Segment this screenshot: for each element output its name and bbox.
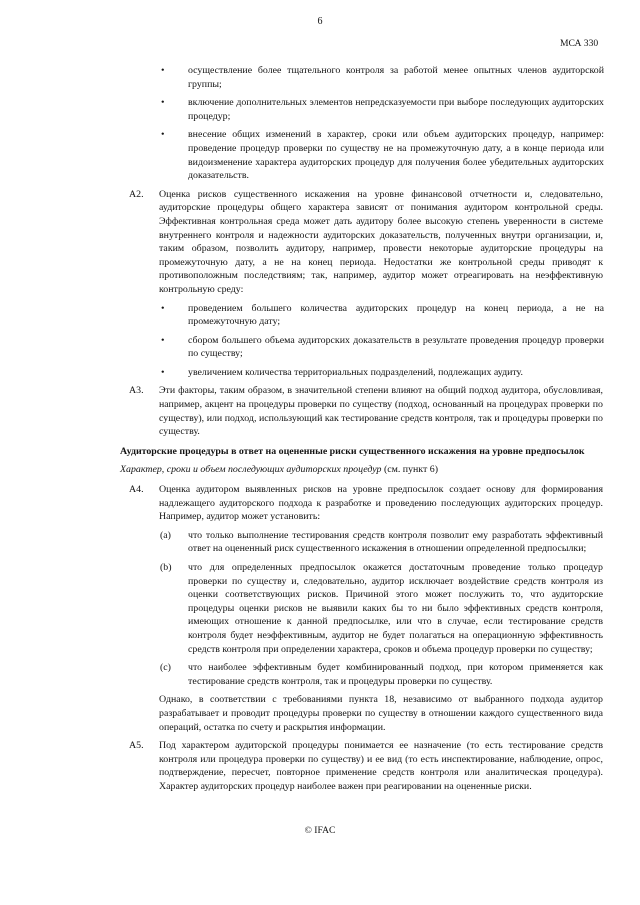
bullet-icon: • — [161, 302, 165, 314]
sub-item-c: (c) что наиболее эффективным будет комбинированный подход, при котором применяется как тестирование средств контроля, так и процедуры проверки по существу. — [160, 662, 603, 687]
list-item: • включение дополнительных элементов непредсказуемости при выборе последующих аудиторских процедур; — [161, 97, 604, 122]
page-content — [0, 64, 640, 799]
paragraph-a2 — [129, 188, 603, 297]
sub-item-b: (b) что для определенных предпосылок окажется достаточным проведение только процедур проверки по существу и, следовательно, аудитор исключает воздействие средств контроля из оценки соответствующих рисков. Причиной этого может послужить то, что аудиторские процедуры оценки рисков не выявили каких бы то ни было эффективных средств контроля, имеющих отношение к данной предпосылке, или что в случае, если тестирование средств контроля будет неэффективным, аудитор не будет полагаться на операционную эффективность средств контроля при определении характера, сроков и объема процедур проверки по существу; — [160, 562, 603, 655]
page-number: 6 — [317, 16, 323, 27]
subheading: Характер, сроки и объем последующих аудиторских процедур (см. пункт 6) — [120, 464, 438, 476]
bullet-icon: • — [161, 65, 165, 76]
paragraph-text: Оценка рисков существенного искажения на уровне финансовой отчетности и, следовательно, аудиторские процедуры общего характера зависят от понимания аудитором контрольной среды. Эффективная контрольная среда может дать аудитору более высокую степень уверенности в системе внутреннего контроля и надежности аудиторских доказательств, полученных внутри организации, и, таким образом, позволить аудитору, например, провести некоторые аудиторские процедуры на промежуточную дату, а не на конец периода. Недостатки же контрольной среды приводят к противоположным последствиям; так, например, аудитор может отреагировать на неэффективную контрольную среду: — [159, 188, 603, 295]
list-item: • внесение общих изменений в характер, сроки или объем аудиторских процедур, например: проведение процедур проверки по существу не на промежуточную дату, а в конце периода или видоизменение характера аудиторских процедур для получения более убедительных аудиторских доказательств. — [161, 129, 604, 182]
bullet-icon: • — [161, 334, 165, 346]
paragraph-text: Под характером аудиторской процедуры понимается ее назначение (то есть тестирование средств контроля или процедура проверки по существу) и ее вид (то есть инспектирование, наблюдение, опрос, подтверждение, пересчет, повторное применение средств контроля или аналитическая процедура). Характер аудиторских процедур наиболее важен при реагировании на оцененные риски. — [159, 740, 603, 792]
sub-item-label: (b) — [160, 562, 172, 573]
list-item: • осуществление более тщательного контроля за работой менее опытных членов аудиторской группы; — [161, 65, 604, 90]
list-item: • проведением большего количества аудиторских процедур на конец периода, а не на промежуточную дату; — [161, 302, 604, 328]
sub-item-label: (a) — [160, 529, 171, 541]
sub-item-a: (a) что только выполнение тестирования средств контроля позволит ему разработать эффективный ответ на оцененный риск существенного искажения в отношении определенной предпосылки; — [160, 529, 603, 555]
section-heading: Аудиторские процедуры в ответ на оцененные риски существенного искажения на уровне предпосылок — [120, 445, 585, 457]
paragraph-label: A5. — [129, 740, 144, 752]
bullet-icon: • — [161, 97, 165, 109]
paragraph-a4-closing: Однако, в соответствии с требованиями пункта 18, независимо от выбранного подхода аудитор разрабатывает и проводит процедуры проверки по существу в отношении каждого существенного вида операций, остатка по счету и раскрытия информации. — [159, 694, 603, 733]
list-item: • увеличением количества территориальных подразделений, подлежащих аудиту. — [161, 366, 523, 378]
footer-copyright: © IFAC — [304, 825, 336, 836]
sub-item-label: (c) — [160, 662, 171, 674]
document-code: МСА 330 — [560, 38, 599, 49]
bullet-icon: • — [161, 129, 165, 141]
paragraph-a4 — [129, 483, 603, 524]
paragraph-a5 — [129, 739, 603, 793]
paragraph-text: Оценка аудитором выявленных рисков на уровне предпосылок создает основу для формирования надлежащего аудиторского подхода к разработке и проведению последующих аудиторских процедур. Например, аудитор может установить: — [159, 484, 603, 523]
paragraph-label: A3. — [129, 385, 144, 397]
paragraph-a3 — [129, 384, 603, 438]
list-item: • сбором большего объема аудиторских доказательств в результате проведения процедур проверки по существу; — [161, 334, 604, 360]
bullet-list-top — [0, 64, 640, 183]
paragraph-label: A2. — [129, 188, 144, 200]
paragraph-label: A4. — [129, 484, 144, 496]
bullet-icon: • — [161, 366, 165, 378]
paragraph-text: Эти факторы, таким образом, в значительной степени влияют на общий подход аудитора, обусловливая, например, акцент на процедуры проверки по существу (подход, основанный на процедурах проверки по существу), или подход, использующий как тестирование средств контроля, так и процедуры проверки по существу. — [159, 385, 603, 438]
